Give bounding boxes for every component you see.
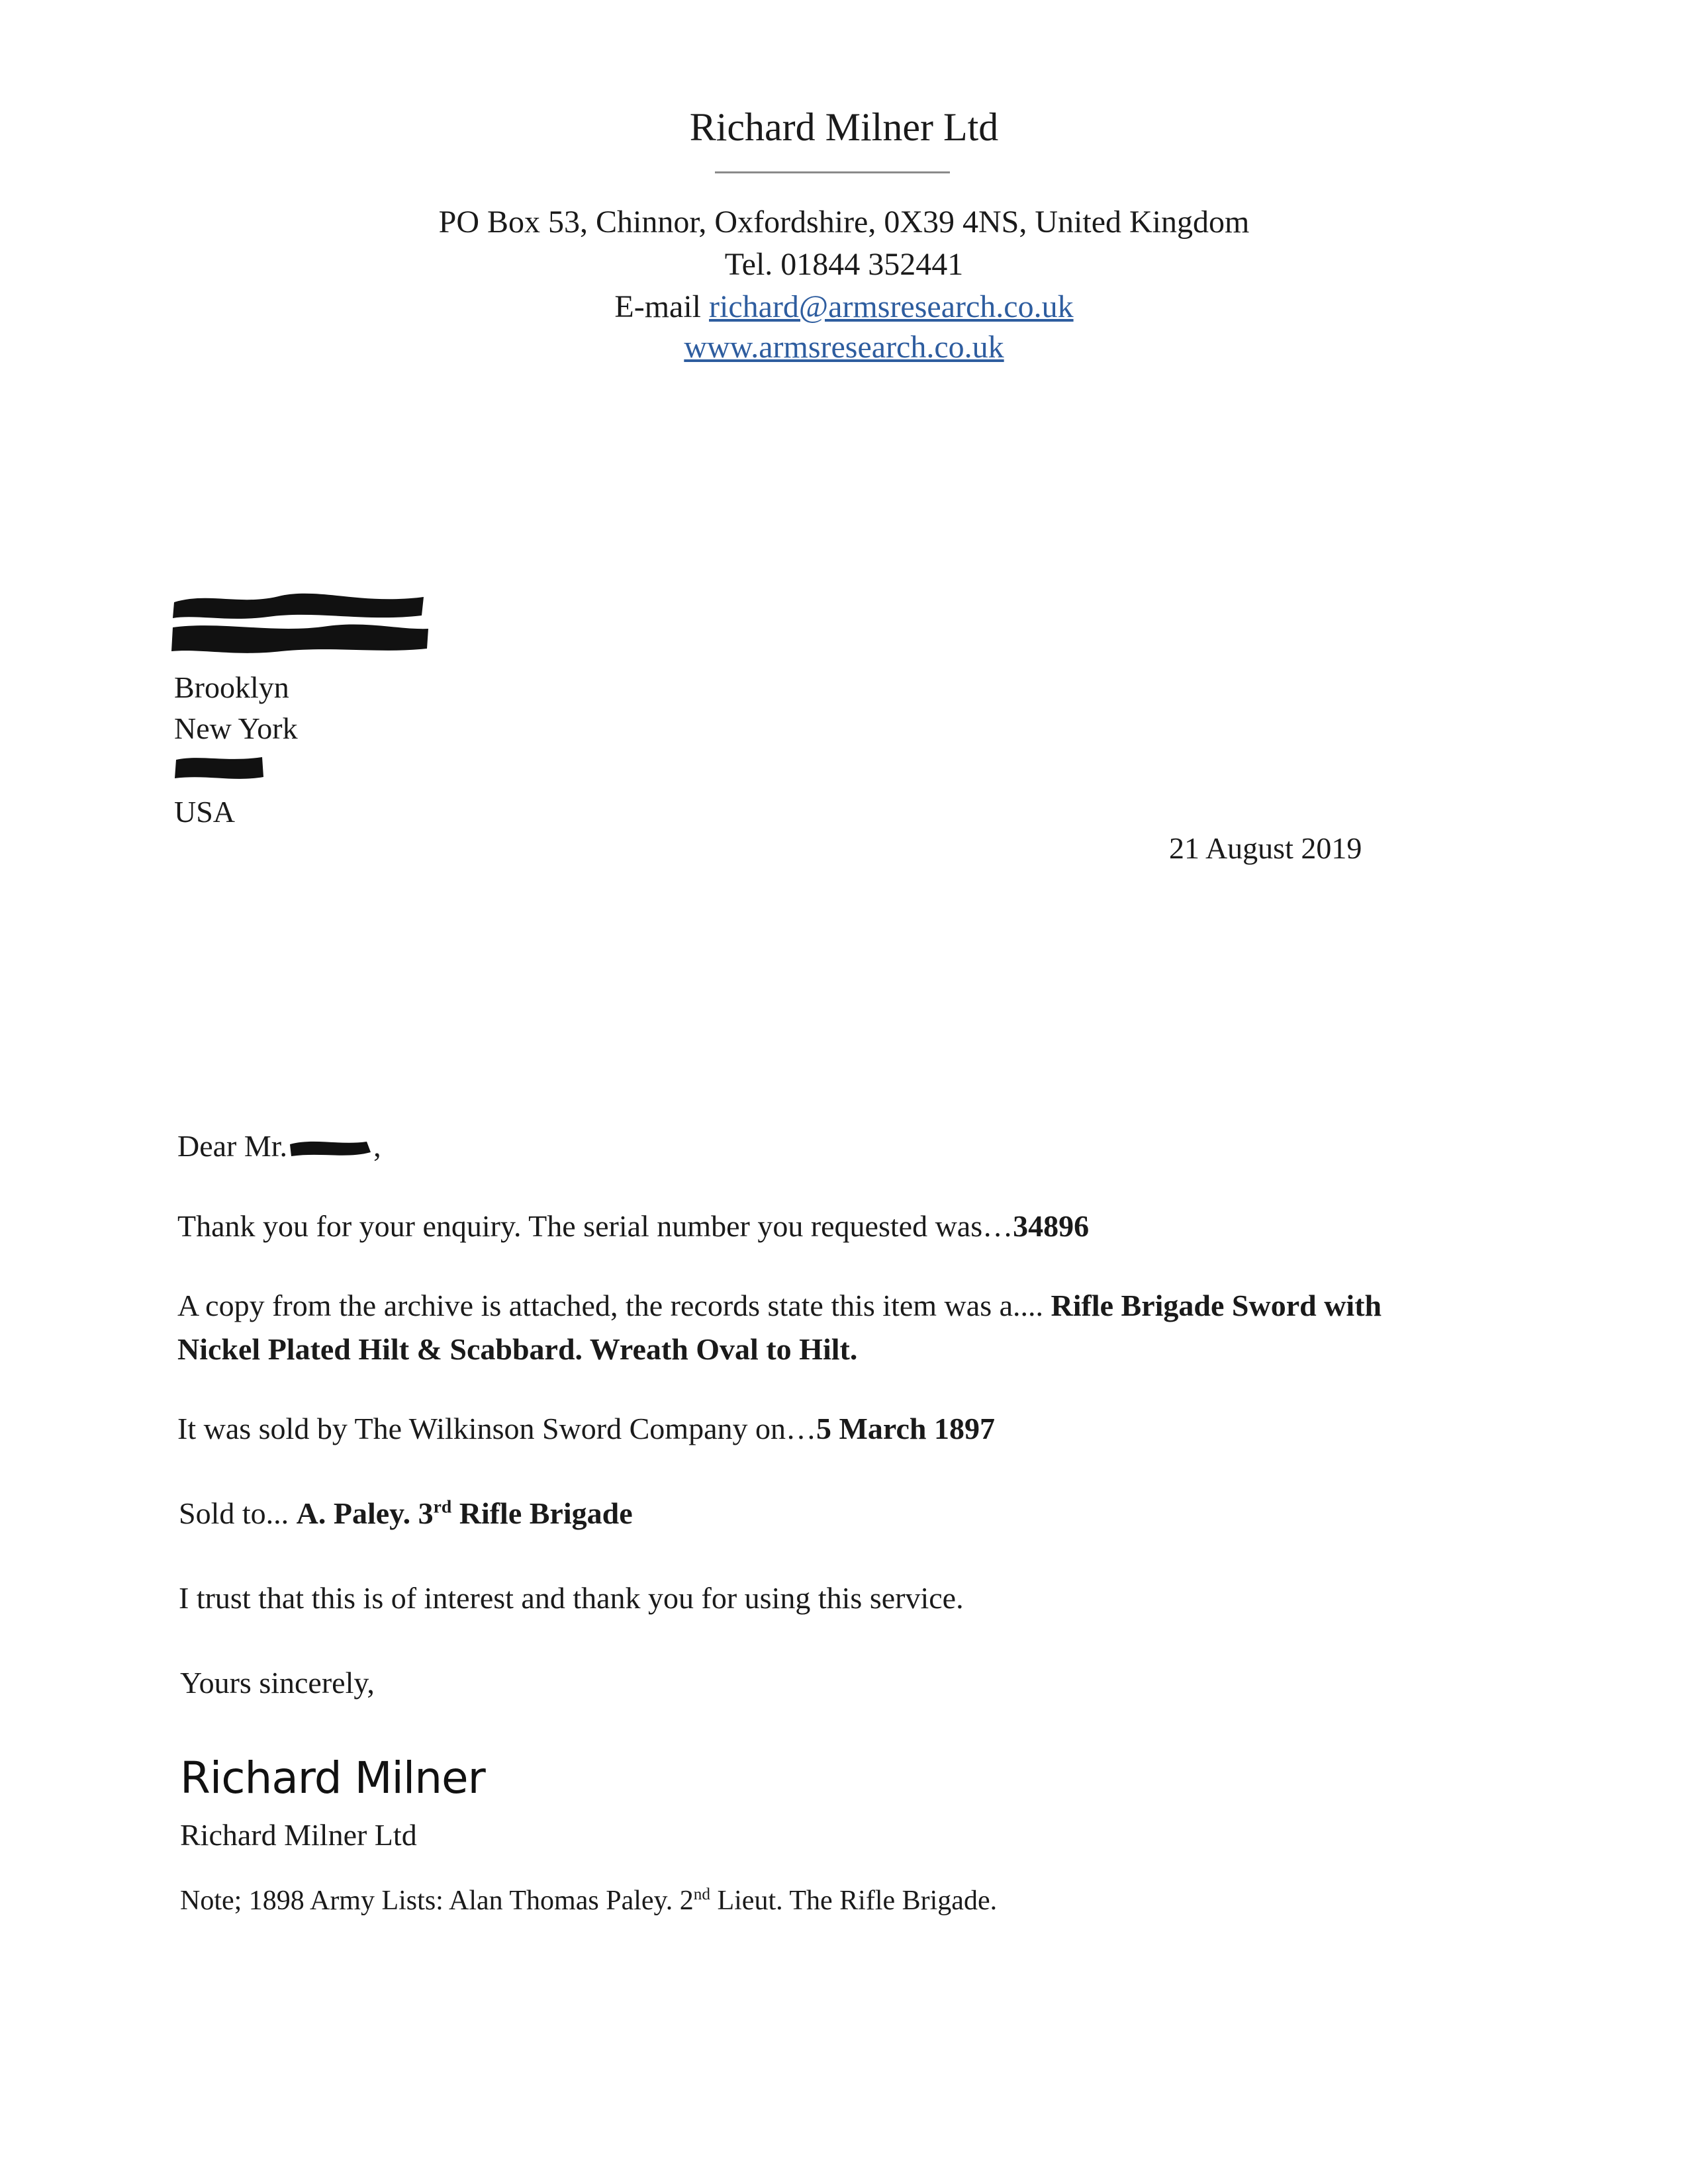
valediction: Yours sincerely, (180, 1666, 375, 1700)
salutation (177, 1128, 381, 1165)
company-tel: Tel. 01844 352441 (724, 247, 964, 282)
sold-to-prefix: Sold to... (179, 1496, 297, 1530)
serial-number: 34896 (1013, 1209, 1090, 1243)
sold-paragraph (177, 1411, 995, 1446)
redacted-zip (173, 753, 266, 782)
letter-date: 21 August 2019 (1169, 831, 1362, 865)
salutation-comma: , (373, 1129, 381, 1163)
company-address: PO Box 53, Chinnor, Oxfordshire, 0X39 4NS, United Kingdom (438, 205, 1250, 240)
archive-prefix: A copy from the archive is attached, the records state this item was a.... (177, 1289, 1051, 1322)
email-label: E-mail (614, 289, 702, 324)
header-rule (715, 171, 950, 173)
archive-item-line1: Rifle Brigade Sword with (1051, 1289, 1382, 1322)
redacted-surname (287, 1132, 373, 1165)
sold-date: 5 March 1897 (816, 1412, 996, 1445)
salutation-text: Dear Mr. (177, 1129, 288, 1163)
sold-to-name: A. Paley. 3rd Rifle Brigade (296, 1496, 633, 1530)
archive-item-line2: Nickel Plated Hilt & Scabbard. Wreath Oval to Hilt. (177, 1332, 858, 1366)
serial-prefix: Thank you for your enquiry. The serial number you requested was… (177, 1209, 1013, 1243)
army-list-note: Note; 1898 Army Lists: Alan Thomas Paley. 2nd Lieut. The Rifle Brigade. (180, 1886, 998, 1916)
recipient-state: New York (174, 711, 298, 745)
company-email-line (0, 289, 1688, 325)
recipient-city: Brooklyn (174, 670, 289, 704)
sold-to-paragraph (179, 1496, 633, 1531)
closing-line: I trust that this is of interest and thank you for using this service. (179, 1581, 964, 1615)
archive-paragraph-line2 (177, 1332, 857, 1367)
company-website-line (0, 329, 1688, 365)
recipient-country: USA (174, 795, 236, 829)
website-link[interactable]: www.armsresearch.co.uk (684, 330, 1004, 365)
signature-company: Richard Milner Ltd (180, 1818, 417, 1852)
redacted-recipient-name-address (169, 588, 434, 660)
archive-paragraph-line1 (177, 1288, 1382, 1323)
email-link[interactable]: richard@armsresearch.co.uk (709, 289, 1074, 324)
company-name: Richard Milner Ltd (689, 105, 999, 149)
sold-prefix: It was sold by The Wilkinson Sword Company on… (177, 1412, 816, 1445)
serial-paragraph (177, 1208, 1089, 1244)
signature: Richard Milner (180, 1752, 485, 1803)
